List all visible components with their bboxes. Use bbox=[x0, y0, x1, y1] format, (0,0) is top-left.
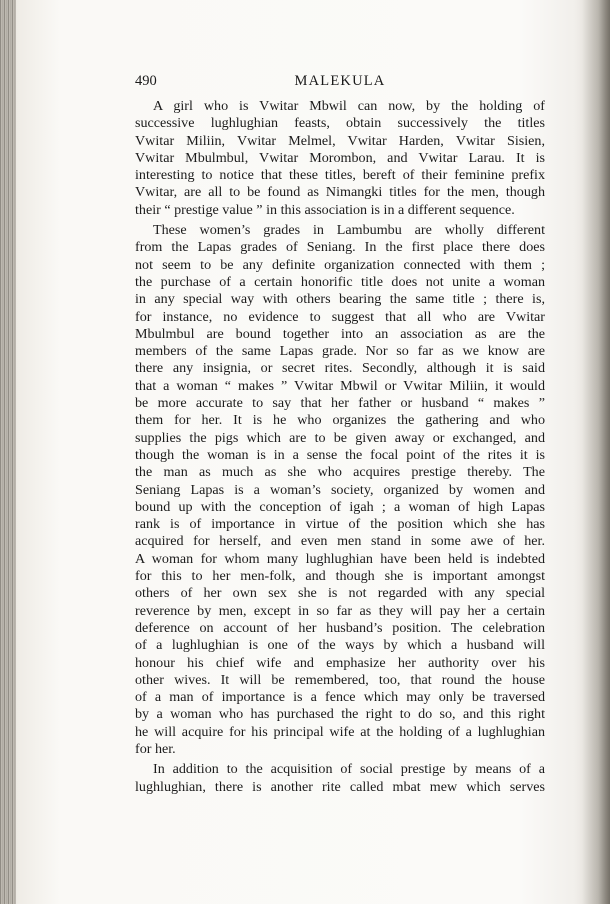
book-binding-edge bbox=[0, 0, 16, 904]
text-line: Vwitar Miliin, Vwitar Melmel, Vwitar Harden, Vwitar Sisien, bbox=[135, 132, 545, 149]
text-line: honour his chief wife and emphasize her authority over his bbox=[135, 654, 545, 671]
text-line: successive lughlughian feasts, obtain successively the titles bbox=[135, 115, 545, 132]
text-line: Vwitar, are all to be found as Nimangki titles for the men, though bbox=[135, 184, 545, 201]
text-line: there any insignia, or secret rites. Secondly, although it is said bbox=[135, 360, 545, 377]
paragraph-2 bbox=[135, 222, 545, 758]
page-number: 490 bbox=[135, 73, 157, 89]
text-line: for her. bbox=[135, 740, 176, 757]
body-text bbox=[135, 98, 545, 796]
text-line: deference on account of her husband’s position. The celebration bbox=[135, 619, 545, 636]
text-line: of a lughlughian is one of the ways by which a husband will bbox=[135, 637, 545, 654]
running-title: MALEKULA bbox=[294, 73, 386, 89]
text-line: them for her. It is he who organizes the gathering and who bbox=[135, 412, 545, 429]
text-line: others of her own sex she is not regarded with any special bbox=[135, 585, 545, 602]
text-line: in any special way with others bearing the same title ; there is, bbox=[135, 291, 545, 308]
text-line: Vwitar Mbulmbul, Vwitar Morombon, and Vwitar Larau. It is bbox=[135, 149, 545, 166]
text-line: In addition to the acquisition of social prestige by means of a bbox=[153, 761, 545, 778]
text-line: These women’s grades in Lambumbu are wholly different bbox=[153, 222, 545, 239]
text-line: rank is of importance in virtue of the position which she has bbox=[135, 516, 545, 533]
text-line: reverence by men, except in so far as they will pay her a certain bbox=[135, 602, 545, 619]
text-line: though the woman is in a sense the focal point of the rites it is bbox=[135, 446, 545, 463]
text-line: not seem to be any definite organization connected with them ; bbox=[135, 256, 545, 273]
paragraph-3 bbox=[135, 761, 545, 796]
text-line: members of the same Lapas grade. Nor so far as we know are bbox=[135, 343, 545, 360]
text-line: A woman for whom many lughlughian have been held is indebted bbox=[135, 550, 545, 567]
paragraph-1 bbox=[135, 98, 545, 219]
text-line: bound up with the conception of igah ; a woman of high Lapas bbox=[135, 498, 545, 515]
text-line: from the Lapas grades of Seniang. In the first place there does bbox=[135, 239, 545, 256]
text-line: A girl who is Vwitar Mbwil can now, by the holding of bbox=[153, 98, 545, 114]
text-line: acquired for herself, and even men stand in some awe of her. bbox=[135, 533, 545, 550]
text-line: the man as much as she who acquires prestige thereby. The bbox=[135, 464, 545, 481]
page-edge-shadow bbox=[582, 0, 610, 904]
text-line: lughlughian, there is another rite called mbat mew which serves bbox=[135, 778, 545, 795]
text-line: the purchase of a certain honorific title does not unite a woman bbox=[135, 273, 545, 290]
text-line: for instance, no evidence to suggest that all who are Vwitar bbox=[135, 308, 545, 325]
text-line: interesting to notice that these titles, bereft of their feminine prefix bbox=[135, 167, 545, 184]
text-line: that a woman “ makes ” Vwitar Mbwil or Vwitar Miliin, it would bbox=[135, 377, 545, 394]
text-line: for this to her men-folk, and though she is important amongst bbox=[135, 568, 545, 585]
text-line: be more accurate to say that her father or husband “ makes ” bbox=[135, 395, 545, 412]
page-header bbox=[135, 73, 545, 93]
text-line: supplies the pigs which are to be given away or exchanged, and bbox=[135, 429, 545, 446]
text-line: by a woman who has purchased the right to do so, and this right bbox=[135, 706, 545, 723]
text-line: their “ prestige value ” in this association is in a different sequence. bbox=[135, 201, 515, 218]
text-line: he will acquire for his principal wife at the holding of a lughlughian bbox=[135, 723, 545, 740]
text-line: of a man of importance is a fence which may only be traversed bbox=[135, 689, 545, 706]
text-line: Seniang Lapas is a woman’s society, organized by women and bbox=[135, 481, 545, 498]
text-line: other wives. It will be remembered, too, that round the house bbox=[135, 671, 545, 688]
text-line: Mbulmbul are bound together into an association as are the bbox=[135, 325, 545, 342]
